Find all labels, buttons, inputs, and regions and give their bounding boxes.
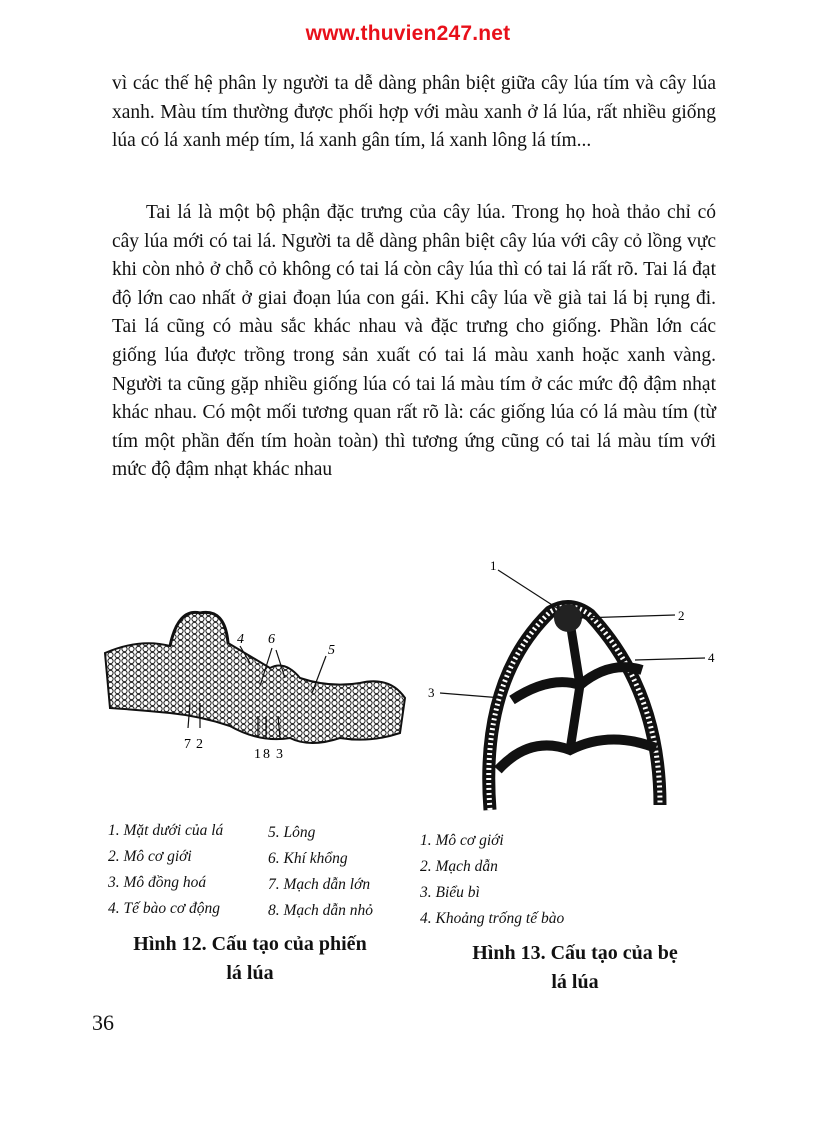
legend-item: 4. Khoảng trống tế bào bbox=[420, 910, 565, 927]
figure-13-leaf-sheath-section bbox=[420, 560, 720, 830]
leaf-blade-tissue bbox=[105, 612, 405, 743]
fig13-label-3: 3 bbox=[428, 685, 435, 700]
paragraph-2: Tai lá là một bộ phận đặc trưng của cây lúa. Trong họ hoà thảo chỉ có cây lúa mới có tai lá. Người ta dễ dàng phân biệt cây lúa với cây cỏ lồng vực khi còn nhỏ ở chỗ cỏ không có tai lá còn cây lúa thì có tai lá rất rõ. Tai lá đạt độ lớn cao nhất ở giai đoạn lúa con gái. Khi cây lúa về già tai lá bị rụng đi. Tai lá cũng có màu sắc khác nhau và đặc trưng cho giống. Phần lớn các giống lúa được trồng trong sản xuất có tai lá màu xanh hoặc xanh vàng. Người ta cũng gặp nhiều giống lúa có tai lá màu tím ở các mức độ đậm nhạt khác nhau. Có một mối tương quan rất rõ là: các giống lúa có lá màu tím (từ tím một phần đến tím hoàn toàn) thì tương ứng cũng có tai lá màu tím với mức độ đậm nhạt khác nhau bbox=[112, 202, 716, 481]
figure-12-legend-col1 bbox=[108, 818, 223, 922]
page-number: 36 bbox=[92, 1010, 114, 1035]
figure-13-caption bbox=[435, 939, 715, 997]
paragraph-1: vì các thế hệ phân ly người ta dễ dàng phân biệt giữa cây lúa tím và cây lúa xanh. Màu tím thường được phối hợp với màu xanh ở lá lúa, rất nhiều giống lúa có lá xanh mép tím, lá xanh gân tím, lá xanh lông lá tím... bbox=[112, 73, 716, 152]
fig12-label-2: 2 bbox=[196, 737, 203, 752]
figure-13-legend bbox=[420, 828, 564, 932]
fig12-label-5: 5 bbox=[328, 643, 335, 658]
figure-12-legend-col2 bbox=[268, 820, 373, 924]
legend-item: 3. Mô đồng hoá bbox=[108, 874, 207, 891]
legend-item: 1. Mặt dưới của lá bbox=[108, 822, 224, 839]
legend-item: 4. Tế bào cơ động bbox=[108, 900, 221, 917]
fig12-label-6: 6 bbox=[268, 632, 275, 647]
legend-item: 2. Mạch dẫn bbox=[420, 858, 498, 875]
legend-item: 2. Mô cơ giới bbox=[108, 848, 192, 865]
legend-item: 6. Khí khổng bbox=[268, 850, 348, 867]
fig13-label-2: 2 bbox=[678, 608, 685, 623]
fig12-label-4: 4 bbox=[237, 632, 244, 647]
legend-item: 8. Mạch dẫn nhỏ bbox=[268, 902, 374, 919]
figure-12-leaf-blade-section bbox=[100, 598, 410, 778]
caption-line: Hình 12. Cấu tạo của phiến bbox=[133, 933, 367, 955]
legend-item: 3. Biểu bì bbox=[420, 884, 480, 901]
legend-item: 5. Lông bbox=[268, 824, 316, 841]
figure-12-caption bbox=[100, 930, 400, 988]
caption-line: Hình 13. Cấu tạo của bẹ bbox=[472, 942, 678, 964]
site-url-header[interactable]: www.thuvien247.net bbox=[305, 22, 511, 45]
fig12-label-3: 3 bbox=[276, 747, 283, 762]
caption-line: lá lúa bbox=[551, 971, 599, 993]
legend-item: 7. Mạch dẫn lớn bbox=[268, 876, 371, 893]
fig13-label-4: 4 bbox=[708, 650, 715, 665]
fig12-label-8: 8 bbox=[263, 747, 270, 762]
fig13-label-1: 1 bbox=[490, 560, 497, 573]
fig12-label-1: 1 bbox=[254, 747, 261, 762]
legend-item: 1. Mô cơ giới bbox=[420, 832, 504, 849]
caption-line: lá lúa bbox=[226, 962, 274, 984]
fig12-label-7: 7 bbox=[184, 737, 191, 752]
